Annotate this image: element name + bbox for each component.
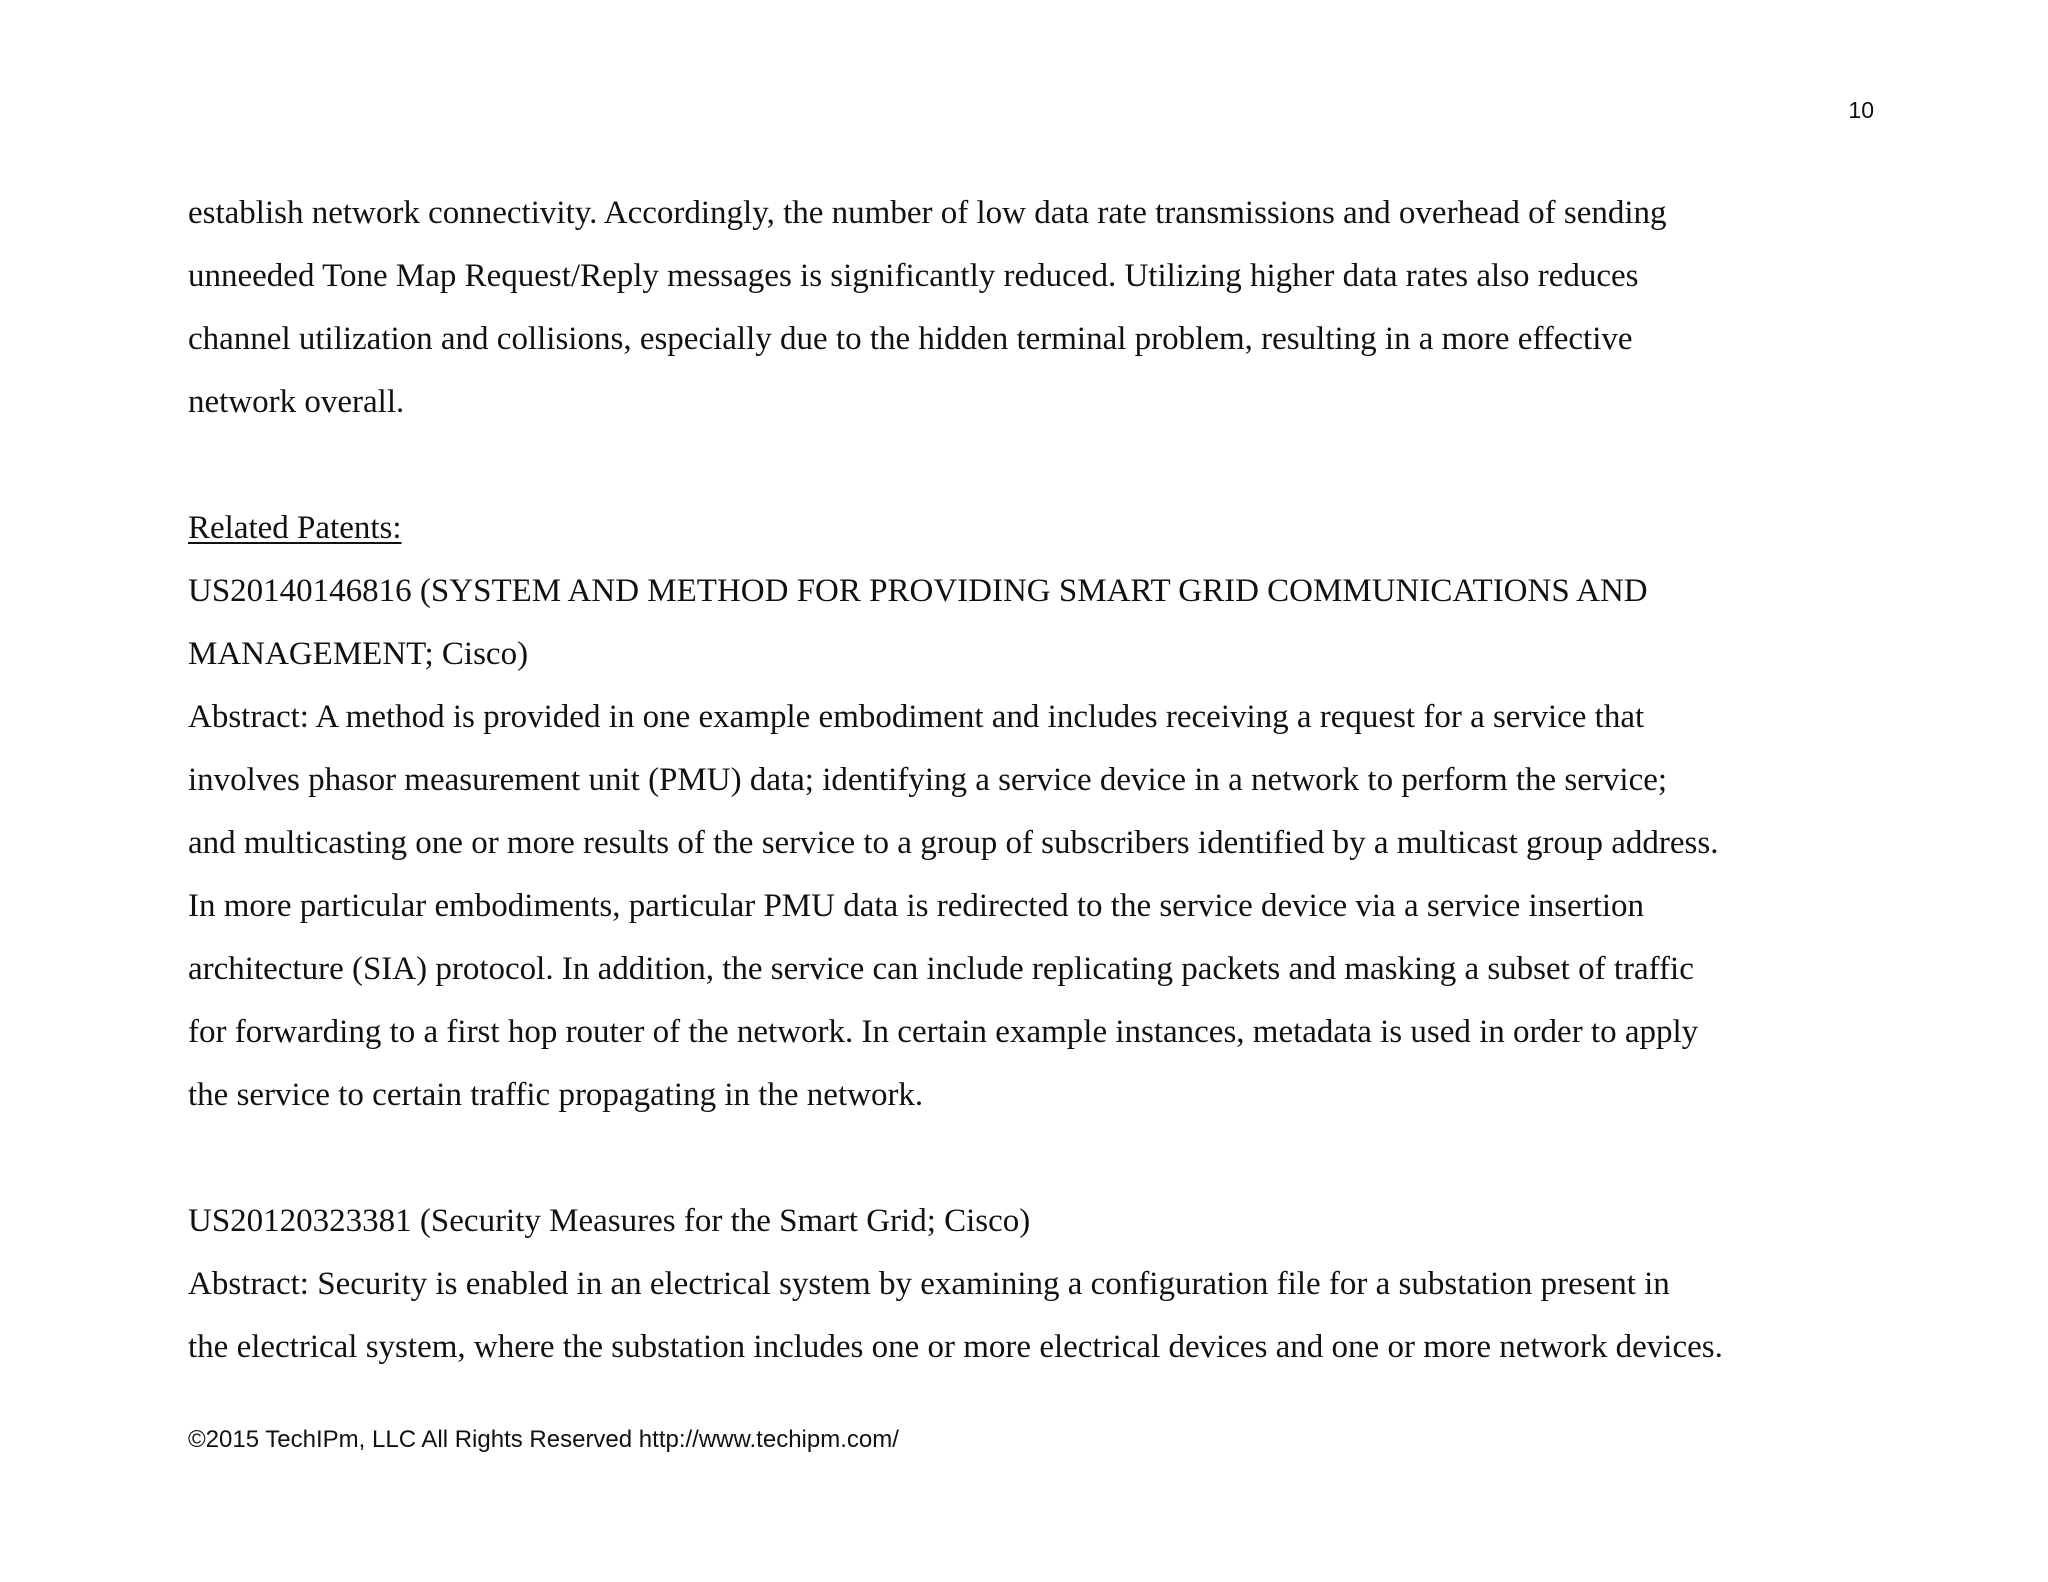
document-body — [188, 182, 1888, 1379]
patent-entry-1 — [188, 560, 1888, 1127]
patent-abstract-line: involves phasor measurement unit (PMU) data; identifying a service device in a network to perform the service; — [188, 762, 1668, 798]
intro-paragraph — [188, 182, 1888, 434]
patent-abstract-line: the electrical system, where the substation includes one or more electrical devices and one or more network devices. — [188, 1329, 1723, 1365]
patent-abstract-line: architecture (SIA) protocol. In addition, the service can include replicating packets and masking a subset of traffic — [188, 951, 1694, 987]
related-patents-section — [188, 497, 1888, 1379]
footer-copyright: ©2015 TechIPm, LLC All Rights Reserved http://www.techipm.com/ — [188, 1426, 899, 1453]
intro-line: network overall. — [188, 384, 405, 420]
intro-line: unneeded Tone Map Request/Reply messages is significantly reduced. Utilizing higher data rates also reduces — [188, 258, 1639, 294]
patent-title-line: US20120323381 (Security Measures for the Smart Grid; Cisco) — [188, 1203, 1031, 1239]
patent-abstract-line: and multicasting one or more results of the service to a group of subscribers identified by a multicast group address. — [188, 825, 1719, 861]
intro-line: channel utilization and collisions, especially due to the hidden terminal problem, resulting in a more effective — [188, 321, 1633, 357]
patent-abstract-line: for forwarding to a first hop router of the network. In certain example instances, metadata is used in order to apply — [188, 1014, 1699, 1050]
intro-line: establish network connectivity. Accordingly, the number of low data rate transmissions and overhead of sending — [188, 195, 1667, 231]
patent-abstract-line: the service to certain traffic propagating in the network. — [188, 1077, 924, 1113]
patent-abstract-line: In more particular embodiments, particular PMU data is redirected to the service device via a service insertion — [188, 888, 1645, 924]
patent-title-line: MANAGEMENT; Cisco) — [188, 636, 529, 672]
patent-entry-2 — [188, 1190, 1888, 1379]
page-number: 10 — [1848, 97, 1874, 123]
related-patents-heading: Related Patents: — [188, 510, 402, 546]
patent-title-line: US20140146816 (SYSTEM AND METHOD FOR PROVIDING SMART GRID COMMUNICATIONS AND — [188, 573, 1648, 609]
paragraph-spacer — [188, 1127, 1888, 1190]
patent-abstract-line: Abstract: A method is provided in one example embodiment and includes receiving a request for a service that — [188, 699, 1645, 735]
paragraph-spacer — [188, 434, 1888, 497]
patent-abstract-line: Abstract: Security is enabled in an electrical system by examining a configuration file for a substation present in — [188, 1266, 1670, 1302]
